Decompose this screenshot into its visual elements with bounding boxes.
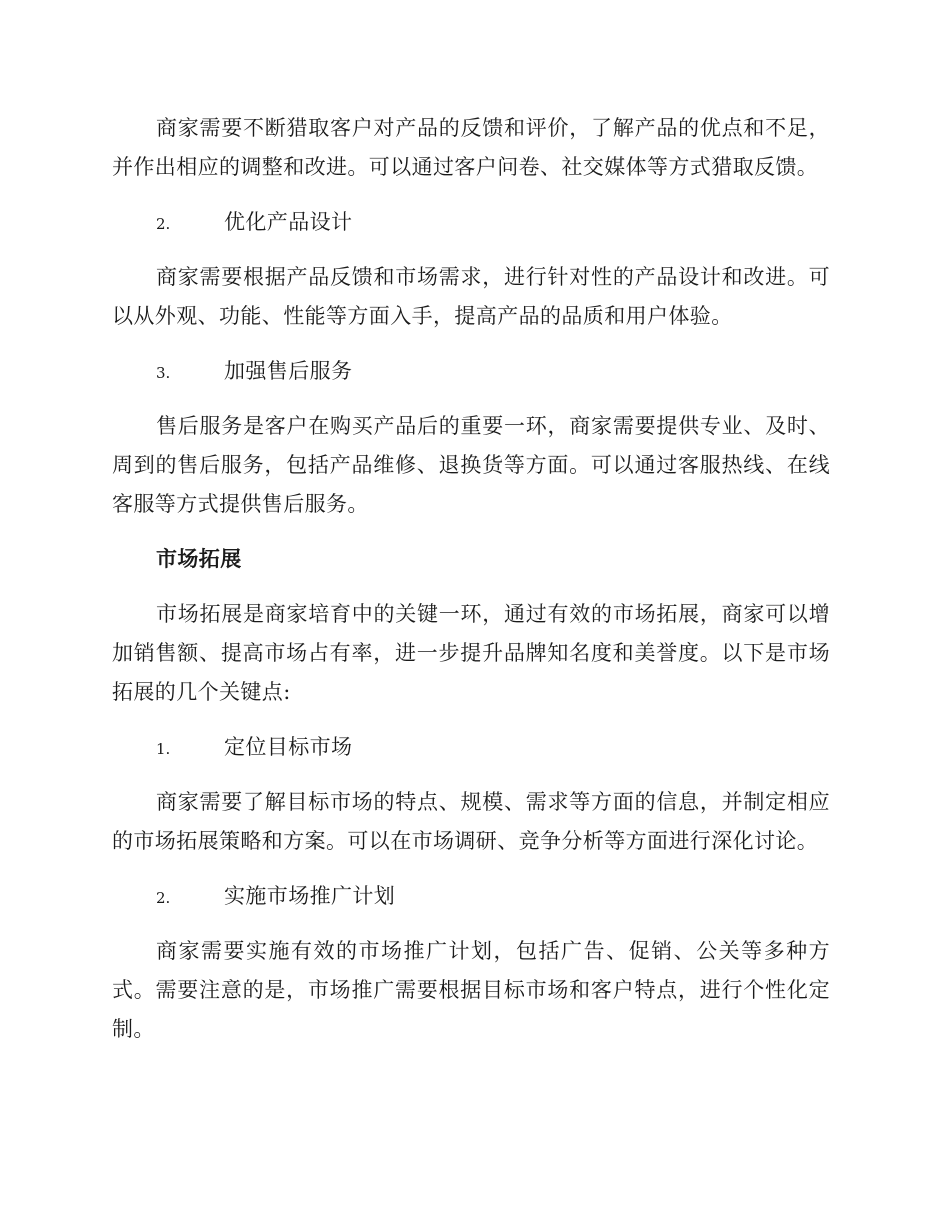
list-item-after-sales xyxy=(112,352,830,391)
document-page xyxy=(112,109,830,1065)
list-number: 2. xyxy=(156,889,171,907)
paragraph-design: 商家需要根据产品反馈和市场需求，进行针对性的产品设计和改进。可以从外观、功能、性能等方面入手，提高产品的品质和用户体验。 xyxy=(112,265,830,328)
list-item-target-market xyxy=(112,728,830,767)
list-item-label: 定位目标市场 xyxy=(224,735,353,759)
list-number: 2. xyxy=(156,215,171,233)
paragraph-after-sales: 售后服务是客户在购买产品后的重要一环，商家需要提供专业、及时、周到的售后服务，包括产品维修、退换货等方面。可以通过客服热线、在线客服等方式提供售后服务。 xyxy=(112,414,830,516)
list-number: 3. xyxy=(156,364,171,382)
list-item-promotion-plan xyxy=(112,877,830,916)
paragraph-market-expansion: 市场拓展是商家培育中的关键一环，通过有效的市场拓展，商家可以增加销售额、提高市场占有率，进一步提升品牌知名度和美誉度。以下是市场拓展的几个关键点: xyxy=(112,602,830,704)
section-heading-market-expansion: 市场拓展 xyxy=(156,547,242,571)
paragraph-target-market: 商家需要了解目标市场的特点、规模、需求等方面的信息，并制定相应的市场拓展策略和方案。可以在市场调研、竞争分析等方面进行深化讨论。 xyxy=(112,790,830,853)
list-item-label: 实施市场推广计划 xyxy=(224,884,396,908)
list-item-label: 加强售后服务 xyxy=(224,359,353,383)
paragraph-promotion-plan: 商家需要实施有效的市场推广计划，包括广告、促销、公关等多种方式。需要注意的是，市场推广需要根据目标市场和客户特点，进行个性化定制。 xyxy=(112,939,830,1041)
list-item-label: 优化产品设计 xyxy=(224,210,353,234)
paragraph-feedback: 商家需要不断猎取客户对产品的反馈和评价，了解产品的优点和不足，并作出相应的调整和改进。可以通过客户问卷、社交媒体等方式猎取反馈。 xyxy=(112,116,830,179)
list-number: 1. xyxy=(156,740,171,758)
list-item-optimize-design xyxy=(112,203,830,242)
